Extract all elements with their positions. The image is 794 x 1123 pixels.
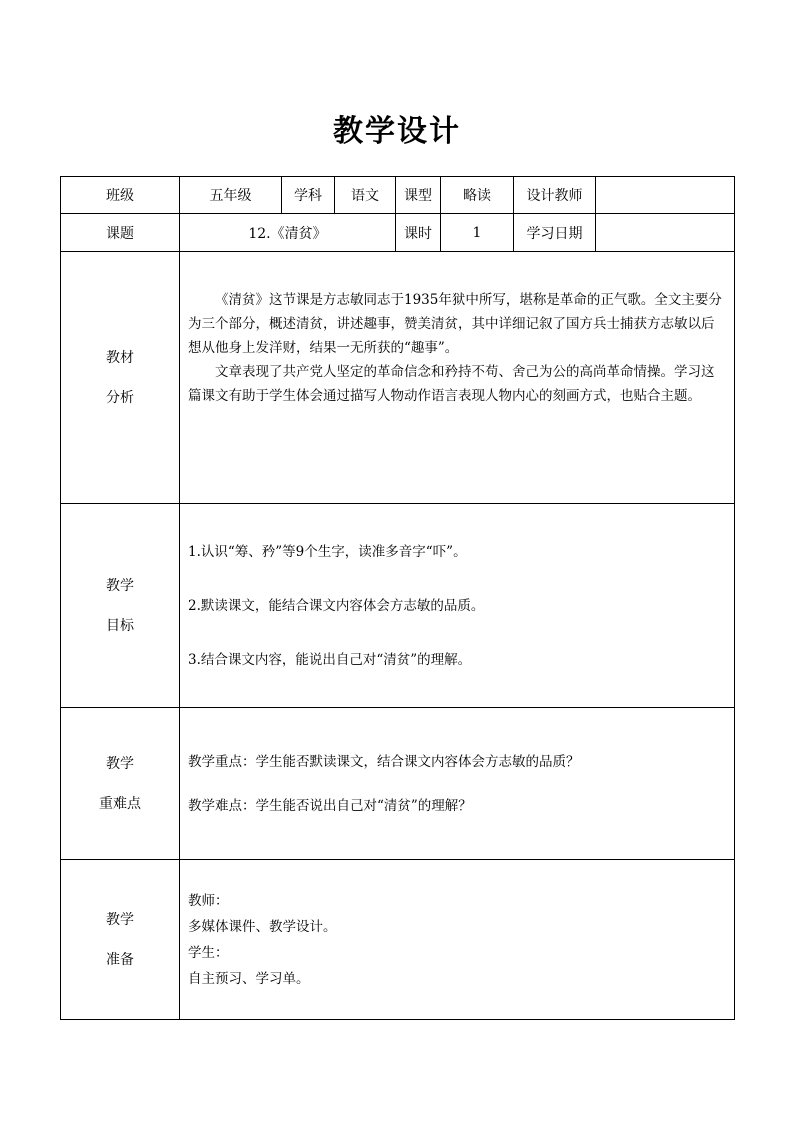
keypoints-label: 教学 重难点 <box>61 708 180 860</box>
lesson-row <box>61 214 735 252</box>
analysis-content <box>180 252 735 504</box>
header-row <box>61 177 735 214</box>
preparation-line: 多媒体课件、教学设计。 <box>188 918 337 935</box>
lesson-plan-table <box>60 176 735 1020</box>
goal-item: 2.默读课文，能结合课文内容体会方志敏的品质。 <box>188 597 485 614</box>
subject-label: 学科 <box>282 177 335 214</box>
analysis-paragraph: 《清贫》这节课是方志敏同志于1935年狱中所写，堪称是革命的正气歌。全文主要分为三个部分，概述清贫，讲述趣事，赞美清贫，其中详细记叙了国方兵士捕获方志敏以后想从他身上发洋财，结果一无所获的“趣事”。 <box>188 292 722 356</box>
topic-label: 课题 <box>61 214 180 252</box>
goals-content <box>180 504 735 708</box>
preparation-row <box>61 860 735 1020</box>
type-value: 略读 <box>441 177 514 214</box>
grade-label: 班级 <box>61 177 180 214</box>
preparation-label: 教学 准备 <box>61 860 180 1020</box>
topic-value: 12.《清贫》 <box>180 214 396 252</box>
keypoint-item: 教学重点：学生能否默读课文，结合课文内容体会方志敏的品质？ <box>188 753 580 770</box>
keypoints-row <box>61 708 735 860</box>
preparation-line: 教师： <box>188 892 229 909</box>
page-title: 教学设计 <box>333 114 461 149</box>
goals-label: 教学 目标 <box>61 504 180 708</box>
date-label: 学习日期 <box>514 214 596 252</box>
keypoints-content <box>180 708 735 860</box>
preparation-line: 学生： <box>188 944 229 961</box>
keypoint-item: 教学难点：学生能否说出自己对“清贫”的理解？ <box>188 797 472 814</box>
analysis-row <box>61 252 735 504</box>
period-value: 1 <box>441 214 514 252</box>
type-label: 课型 <box>396 177 441 214</box>
goal-item: 1.认识“筹、矜”等9个生字，读准多音字“吓”。 <box>188 543 467 560</box>
grade-value: 五年级 <box>180 177 282 214</box>
preparation-line: 自主预习、学习单。 <box>188 970 310 987</box>
goal-item: 3.结合课文内容，能说出自己对“清贫”的理解。 <box>188 651 472 668</box>
period-label: 课时 <box>396 214 441 252</box>
analysis-paragraph: 文章表现了共产党人坚定的革命信念和矜持不苟、舍己为公的高尚革命情操。学习这篇课文有助于学生体会通过描写人物动作语言表现人物内心的刻画方式，也贴合主题。 <box>188 364 715 404</box>
teacher-label: 设计教师 <box>514 177 596 214</box>
goals-row <box>61 504 735 708</box>
preparation-content <box>180 860 735 1020</box>
teacher-value[interactable] <box>596 177 735 214</box>
date-value[interactable] <box>596 214 735 252</box>
analysis-label: 教材 分析 <box>61 252 180 504</box>
subject-value: 语文 <box>335 177 396 214</box>
